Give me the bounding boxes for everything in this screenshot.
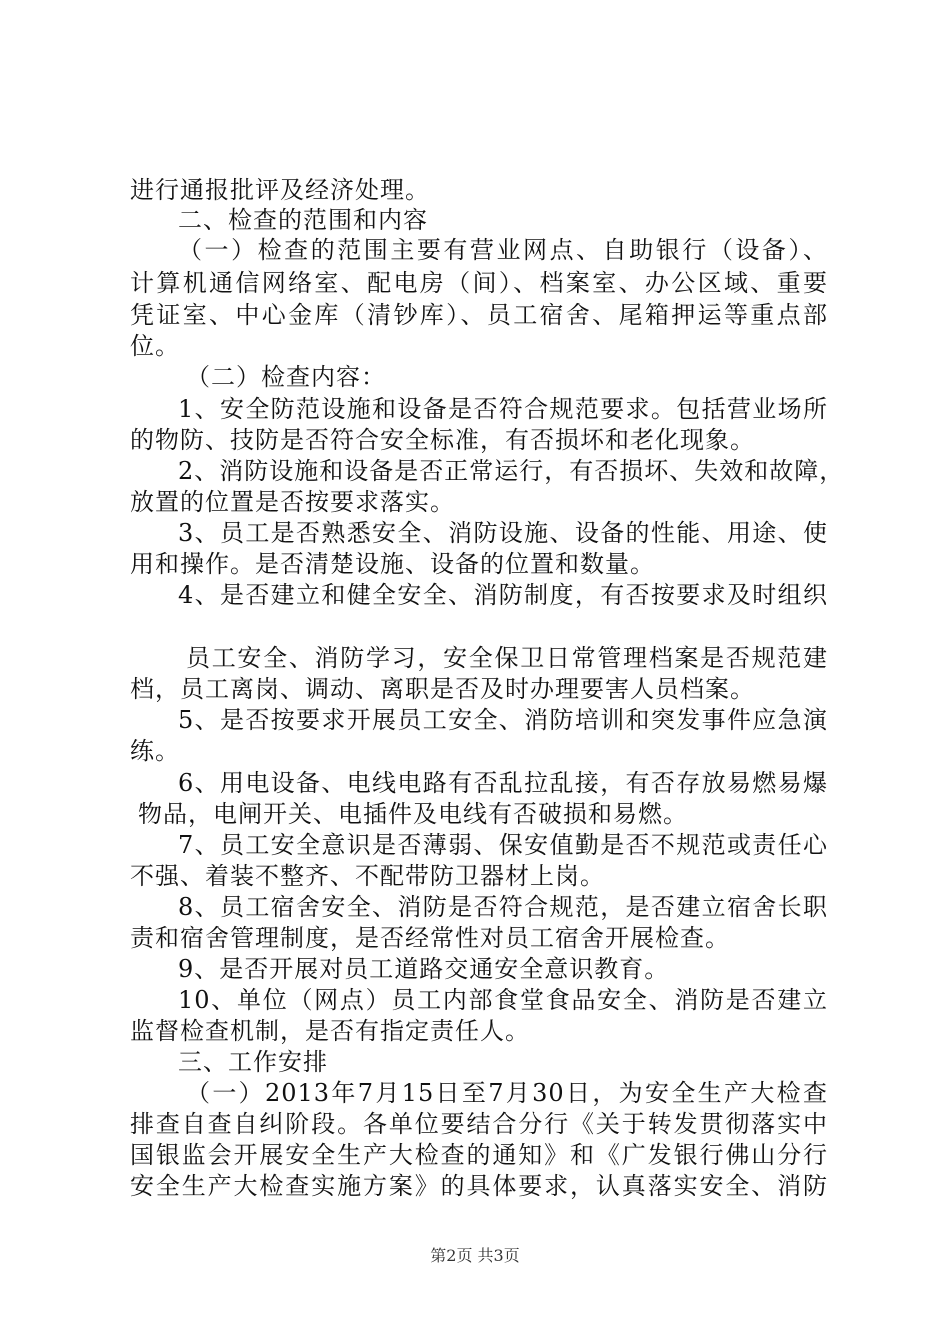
page-number: 第2页 共3页 [430,1246,520,1265]
text-line: 责和宿舍管理制度，是否经常性对员工宿舍开展检查。 [130,924,730,952]
text-line: 放置的位置是否按要求落实。 [130,488,455,516]
list-item: 7、员工安全意识是否薄弱、保安值勤是否不规范或责任心 [178,831,828,859]
list-item: 10、单位（网点）员工内部食堂食品安全、消防是否建立 [178,986,828,1014]
list-item: 5、是否按要求开展员工安全、消防培训和突发事件应急演 [178,706,828,734]
text-line: 档，员工离岗、调动、离职是否及时办理要害人员档案。 [130,675,755,703]
text-line: （一）检查的范围主要有营业网点、自助银行（设备）、 [178,236,828,264]
text-line: （一）2013年7月15日至7月30日，为安全生产大检查 [186,1079,828,1107]
text-line: 国银监会开展安全生产大检查的通知》和《广发银行佛山分行 [130,1141,828,1169]
text-line: 员工安全、消防学习，安全保卫日常管理档案是否规范建 [186,644,828,672]
list-item: 3、员工是否熟悉安全、消防设施、设备的性能、用途、使 [178,519,828,547]
list-item: 2、消防设施和设备是否正常运行，有否损坏、失效和故障， [178,457,845,485]
list-item: 6、用电设备、电线电路有否乱拉乱接，有否存放易燃易爆 [178,769,828,797]
list-item: 1、安全防范设施和设备是否符合规范要求。包括营业场所 [178,395,828,423]
text-line: 计算机通信网络室、配电房（间）、档案室、办公区域、重要 [130,269,828,297]
text-line: 位。 [130,332,180,360]
text-line: 凭证室、中心金库（清钞库）、员工宿舍、尾箱押运等重点部 [130,301,828,329]
list-item: 4、是否建立和健全安全、消防制度，有否按要求及时组织 [178,581,828,609]
subsection-heading: （二）检查内容： [186,363,386,391]
text-line: 安全生产大检查实施方案》的具体要求，认真落实安全、消防 [130,1172,828,1200]
list-item: 9、是否开展对员工道路交通安全意识教育。 [178,955,670,983]
text-line: 物品，电闸开关、电插件及电线有否破损和易燃。 [138,800,688,828]
text-line: 排查自查自纠阶段。各单位要结合分行《关于转发贯彻落实中 [130,1110,828,1138]
list-item: 8、员工宿舍安全、消防是否符合规范，是否建立宿舍长职 [178,893,828,921]
text-line: 练。 [130,737,180,765]
text-line: 不强、着装不整齐、不配带防卫器材上岗。 [130,862,605,890]
text-line: 进行通报批评及经济处理。 [130,176,430,204]
text-line: 的物防、技防是否符合安全标准，有否损坏和老化现象。 [130,426,755,454]
section-heading: 二、检查的范围和内容 [178,206,428,234]
section-heading: 三、工作安排 [178,1048,328,1076]
text-line: 监督检查机制，是否有指定责任人。 [130,1017,530,1045]
text-line: 用和操作。是否清楚设施、设备的位置和数量。 [130,550,655,578]
